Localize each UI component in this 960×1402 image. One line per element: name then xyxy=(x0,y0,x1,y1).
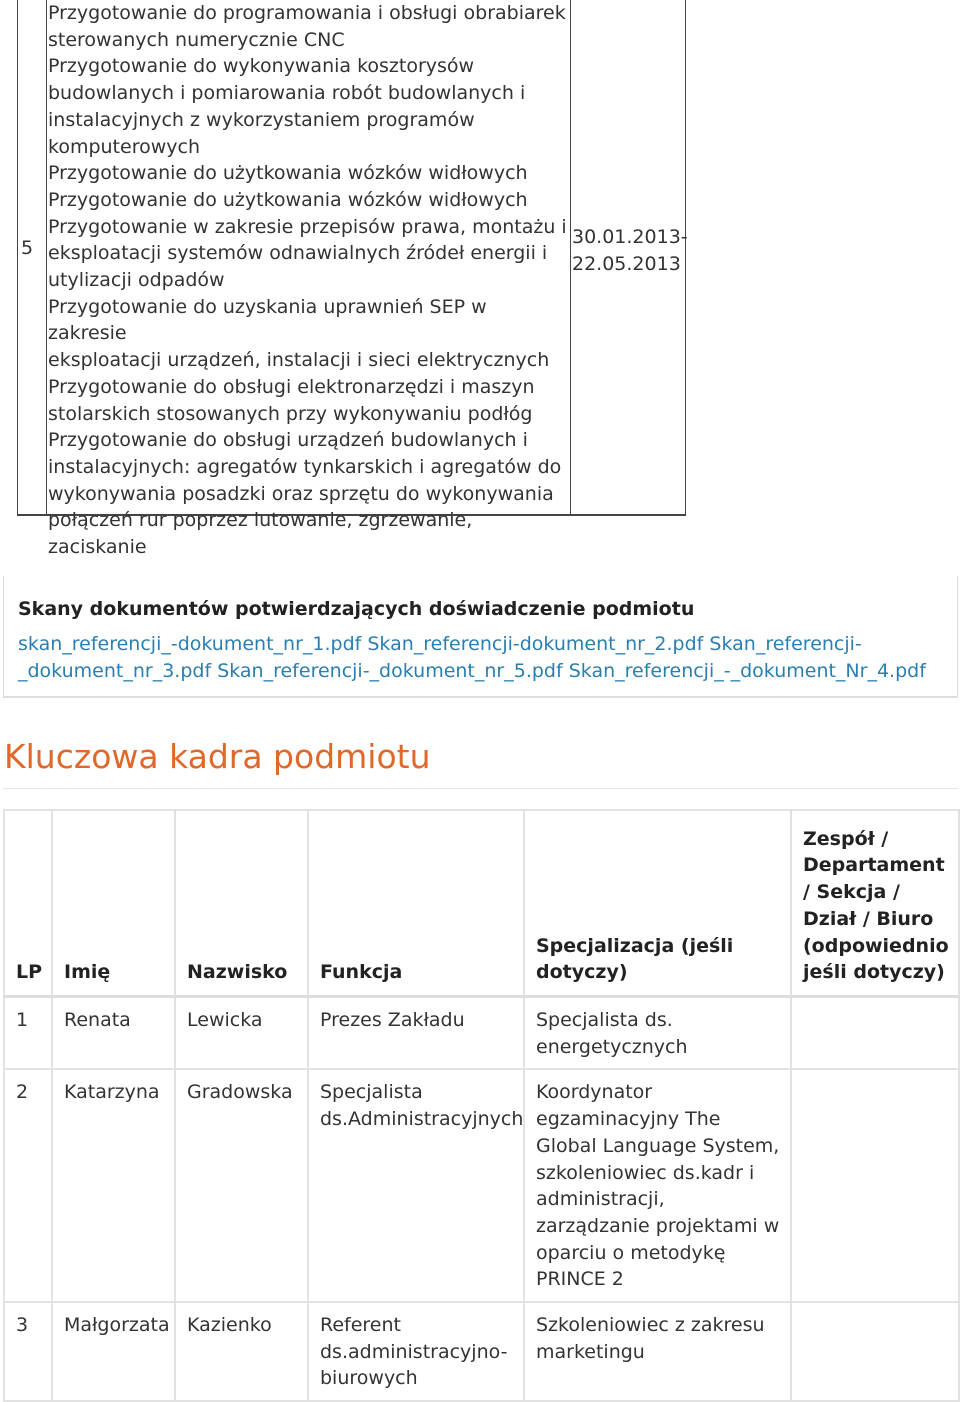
training-line: budowlanych i pomiarowania robót budowlanych i xyxy=(48,82,526,105)
cell-imie: Małgorzata xyxy=(52,1302,175,1401)
staff-table xyxy=(3,809,960,1402)
lp-column xyxy=(18,0,47,514)
section-divider xyxy=(3,788,958,789)
date-end: 22.05.2013 xyxy=(572,252,681,275)
header-specjalizacja: Specjalizacja (jeśli dotyczy) xyxy=(524,810,791,997)
cell-nazwisko: Gradowska xyxy=(175,1069,308,1302)
training-description xyxy=(48,0,568,561)
cell-lp: 1 xyxy=(4,997,52,1070)
training-dates xyxy=(572,224,688,277)
training-line: Przygotowanie do programowania i obsługi obrabiarek xyxy=(48,2,566,24)
cell-imie: Renata xyxy=(52,997,175,1070)
training-line: wykonywania posadzki oraz sprzętu do wykonywania xyxy=(48,482,554,505)
cell-specjalizacja: Specjalista ds. energetycznych xyxy=(524,997,791,1070)
training-line: eksploatacji urządzeń, instalacji i sieci elektrycznych xyxy=(48,349,550,372)
scan-file-link[interactable]: skan_referencji_-dokument_nr_1.pdf xyxy=(18,633,362,655)
training-line: eksploatacji systemów odnawialnych źródeł energii i xyxy=(48,242,548,265)
scans-title: Skany dokumentów potwierdzających doświadczenie podmiotu xyxy=(18,598,695,620)
scan-file-link[interactable]: Skan_referencji-_dokument_nr_5.pdf xyxy=(217,660,563,682)
training-line: Przygotowanie do uzyskania uprawnień SEP w zakresie xyxy=(48,295,487,345)
header-zespol: Zespół / Departament / Sekcja / Dział / Biuro (odpowiednio jeśli dotyczy) xyxy=(791,810,959,997)
training-line: instalacyjnych: agregatów tynkarskich i agregatów do xyxy=(48,455,562,478)
cell-zespol xyxy=(791,1069,959,1302)
header-funkcja: Funkcja xyxy=(308,810,524,997)
cell-funkcja: Prezes Zakładu xyxy=(308,997,524,1070)
cell-specjalizacja: Szkoleniowiec z zakresu marketingu xyxy=(524,1302,791,1401)
training-line: sterowanych numerycznie CNC xyxy=(48,28,345,51)
cell-zespol xyxy=(791,997,959,1070)
cell-funkcja: Specjalista ds.Administracyjnych xyxy=(308,1069,524,1302)
training-line: Przygotowanie do obsługi elektronarzędzi i maszyn xyxy=(48,375,535,398)
training-line: Przygotowanie do użytkowania wózków widłowych xyxy=(48,162,528,185)
cell-zespol xyxy=(791,1302,959,1401)
cell-imie: Katarzyna xyxy=(52,1069,175,1302)
cell-specjalizacja: Koordynator egzaminacyjny The Global Language System, szkoleniowiec ds.kadr i administracji, zarządzanie projektami w oparciu o metodykę PRINCE 2 xyxy=(524,1069,791,1302)
header-lp: LP xyxy=(4,810,52,997)
training-line: utylizacji odpadów xyxy=(48,269,225,292)
header-imie: Imię xyxy=(52,810,175,997)
cell-lp: 3 xyxy=(4,1302,52,1401)
table-row xyxy=(4,1302,959,1401)
training-line: połączeń rur poprzez lutowanie, zgrzewanie, zaciskanie xyxy=(48,509,473,559)
training-line: komputerowych xyxy=(48,135,200,158)
scan-file-link[interactable]: Skan_referencji-dokument_nr_2.pdf xyxy=(367,633,704,655)
training-line: Przygotowanie do obsługi urządzeń budowlanych i xyxy=(48,429,528,452)
training-line: Przygotowanie w zakresie przepisów prawa, montażu i xyxy=(48,215,567,238)
table-row xyxy=(4,997,959,1070)
training-description-column xyxy=(47,0,571,559)
scan-file-link[interactable]: Skan_referencji_-_dokument_Nr_4.pdf xyxy=(568,660,926,682)
table-header-row xyxy=(4,810,959,997)
cell-funkcja: Referent ds.administracyjno-biurowych xyxy=(308,1302,524,1401)
scan-file-list xyxy=(18,631,948,685)
section-title: Kluczowa kadra podmiotu xyxy=(4,737,431,776)
table-row xyxy=(4,1069,959,1302)
training-table xyxy=(17,0,688,559)
training-line: stolarskich stosowanych przy wykonywaniu podłóg xyxy=(48,402,533,425)
header-nazwisko: Nazwisko xyxy=(175,810,308,997)
scans-section xyxy=(3,576,958,698)
scan-file-link[interactable]: Skan_referencji-_dokument_nr_3.pdf xyxy=(18,633,862,682)
training-line: instalacyjnych z wykorzystaniem programów xyxy=(48,108,475,131)
date-start: 30.01.2013- xyxy=(572,226,688,248)
cell-nazwisko: Lewicka xyxy=(175,997,308,1070)
training-line: Przygotowanie do wykonywania kosztorysów xyxy=(48,55,475,78)
cell-lp: 2 xyxy=(4,1069,52,1302)
training-line: Przygotowanie do użytkowania wózków widłowych xyxy=(48,188,528,211)
lp-number: 5 xyxy=(21,237,34,259)
cell-nazwisko: Kazienko xyxy=(175,1302,308,1401)
